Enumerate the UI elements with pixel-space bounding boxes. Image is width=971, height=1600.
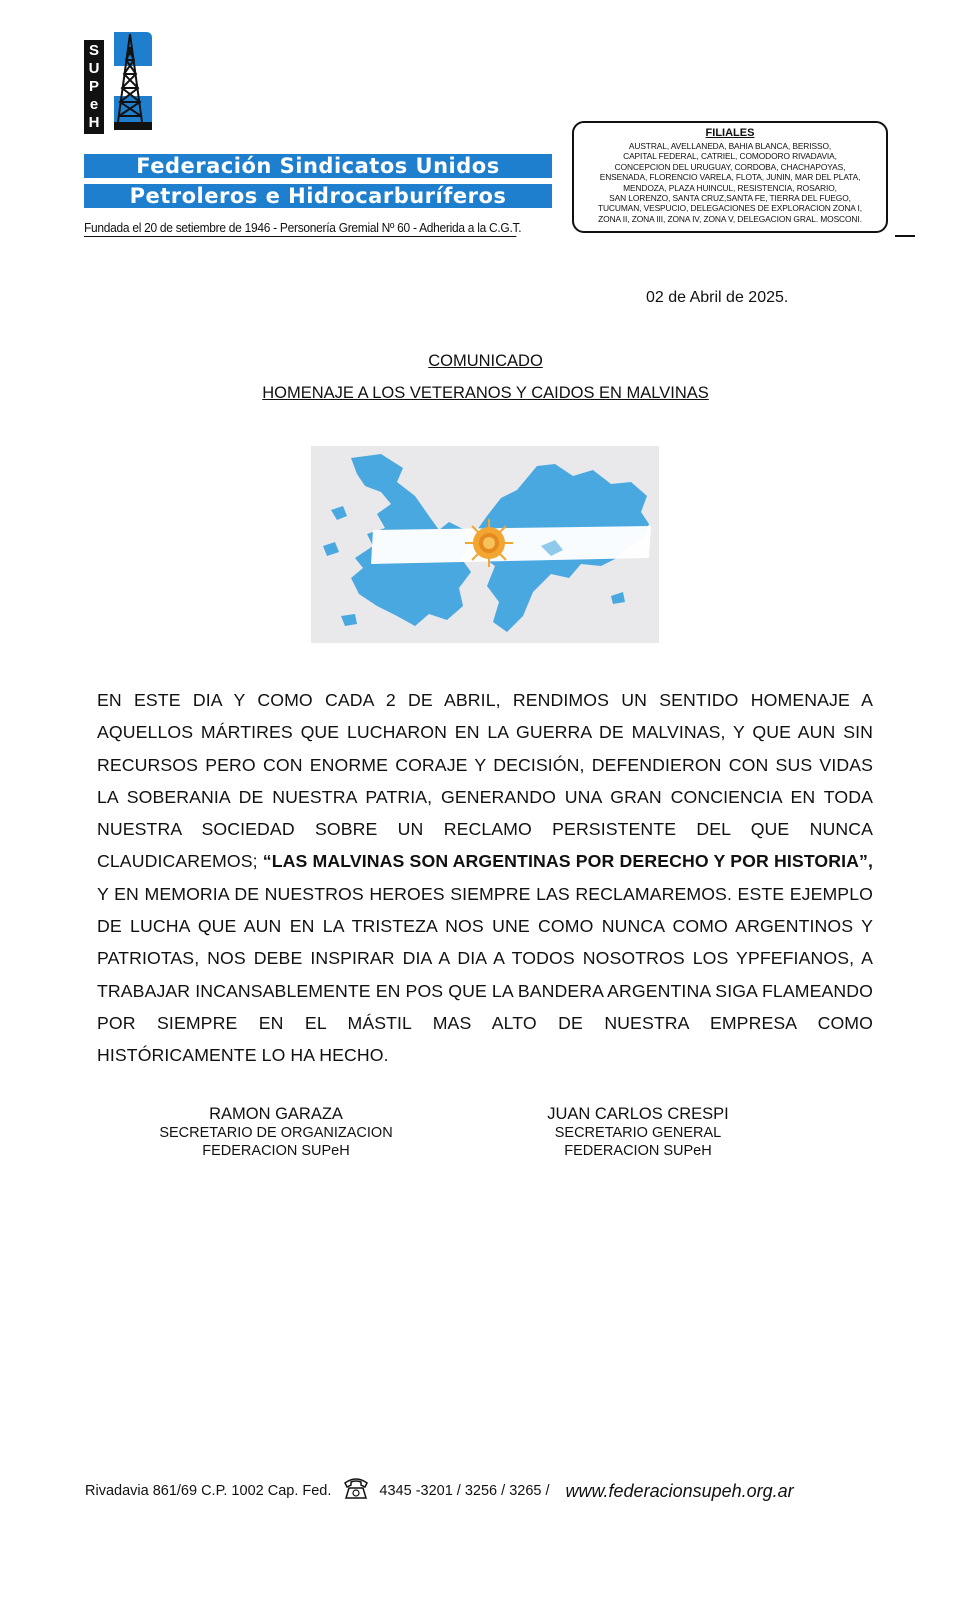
document-subtitle: HOMENAJE A LOS VETERANOS Y CAIDOS EN MALVINAS <box>262 384 709 402</box>
filiales-line: ZONA II, ZONA III, ZONA IV, ZONA V, DELEGACION GRAL. MOSCONI. <box>598 213 862 224</box>
federation-name-line-2: Petroleros e Hidrocarburíferos <box>84 184 552 208</box>
signatory-role: SECRETARIO GENERAL <box>554 1125 722 1141</box>
filiales-line: MENDOZA, PLAZA HUINCUL, RESISTENCIA, ROSARIO, <box>623 182 837 193</box>
document-date: 02 de Abril de 2025. <box>646 289 789 306</box>
body-text-part: Y EN MEMORIA DE NUESTROS HEROES SIEMPRE LAS RECLAMAREMOS. ESTE EJEMPLO DE LUCHA QUE AUN EN LA TRISTEZA NOS UNE COMO NUNCA COMO ARGENTINOS Y PATRIOTAS, NOS DEBE INSPIRAR DIA A DIA A TODOS NOSOTROS LOS YPFEFIANOS, A TRABAJAR INCANSABLEMENTE EN POS QUE LA BANDERA ARGENTINA SIGA FLAMEANDO POR SIEMPRE EN EL MÁSTIL MAS ALTO DE NUESTRA EMPRESA COMO HISTÓRICAMENTE LO HA HECHO. <box>97 883 873 1066</box>
footer-website-link[interactable]: www.federacionsupeh.org.ar <box>565 1480 794 1501</box>
supeh-logo <box>84 30 154 136</box>
signatory-name: RAMON GARAZA <box>209 1105 343 1123</box>
founded-note: Fundada el 20 de setiembre de 1946 - Personería Gremial Nº 60 - Adherida a la C.G.T. <box>84 220 522 235</box>
filiales-box <box>572 121 888 233</box>
signatory-name: JUAN CARLOS CRESPI <box>547 1105 729 1123</box>
footer-phone: 4345 -3201 / 3256 / 3265 / <box>379 1483 550 1499</box>
logo-letter: U <box>88 60 100 77</box>
federation-name-line-1: Federación Sindicatos Unidos <box>84 154 552 178</box>
divider <box>895 235 915 237</box>
signatory-org: FEDERACION SUPeH <box>202 1143 350 1159</box>
logo-letter: e <box>89 96 99 113</box>
filiales-line: SAN LORENZO, SANTA CRUZ,SANTA FE, TIERRA DEL FUEGO, <box>609 193 851 204</box>
signatory-role: SECRETARIO DE ORGANIZACION <box>159 1125 393 1141</box>
filiales-line: TUCUMAN, VESPUCIO, DELEGACIONES DE EXPLORACION ZONA I, <box>597 203 863 214</box>
body-text-emphasis: “LAS MALVINAS SON ARGENTINAS POR DERECHO Y POR HISTORIA”, <box>262 851 873 872</box>
filiales-line: ENSENADA, FLORENCIO VARELA, FLOTA, JUNIN, MAR DEL PLATA, <box>599 172 861 183</box>
document-title: COMUNICADO <box>428 352 543 370</box>
telephone-icon <box>343 1476 369 1500</box>
malvinas-flag-map-image <box>311 446 659 643</box>
filiales-line: CONCEPCION DEL URUGUAY, CORDOBA, CHACHAPOYAS, <box>614 161 846 172</box>
logo-letter: H <box>88 114 100 131</box>
logo-letter: S <box>88 42 99 59</box>
signatory-org: FEDERACION SUPeH <box>564 1143 712 1159</box>
signature-block <box>520 1104 756 1160</box>
signature-block <box>150 1104 402 1160</box>
filiales-title: FILIALES <box>705 127 755 139</box>
logo-letter: P <box>88 78 99 95</box>
body-text-part: EN ESTE DIA Y COMO CADA 2 DE ABRIL, RENDIMOS UN SENTIDO HOMENAJE A AQUELLOS MÁRTIRES QUE LUCHARON EN LA GUERRA DE MALVINAS, Y QUE AUN SIN RECURSOS PERO CON ENORME CORAJE Y DECISIÓN, DEFENDIERON CON SUS VIDAS LA SOBERANIA DE NUESTRA PATRIA, GENERANDO UNA GRAN CONCIENCIA EN TODA NUESTRA SOCIEDAD SOBRE UN RECLAMO PERSISTENTE DEL QUE NUNCA CLAUDICAREMOS; <box>97 690 873 872</box>
filiales-line: CAPITAL FEDERAL, CATRIEL, COMODORO RIVADAVIA, <box>623 151 837 162</box>
footer-address: Rivadavia 861/69 C.P. 1002 Cap. Fed. <box>85 1483 332 1499</box>
footer <box>85 1476 885 1506</box>
filiales-line: AUSTRAL, AVELLANEDA, BAHIA BLANCA, BERISSO, <box>628 141 832 151</box>
communique-body <box>97 684 873 1072</box>
